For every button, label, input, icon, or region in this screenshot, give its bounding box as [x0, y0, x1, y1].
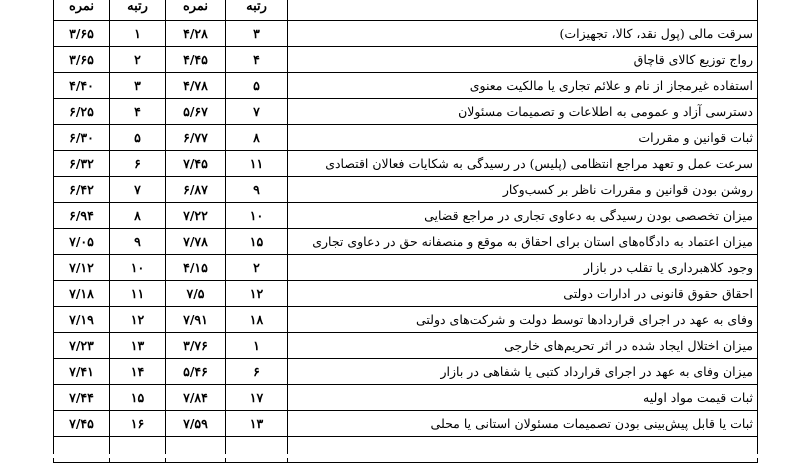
row-score-b: ۷/۴۵ — [54, 411, 110, 437]
row-score-a: ۷/۴۵ — [166, 151, 226, 177]
row-score-b: ۷/۱۲ — [54, 255, 110, 281]
row-score-b: ۶/۴۲ — [54, 177, 110, 203]
row-rank-b — [110, 437, 166, 463]
table-row — [54, 307, 758, 333]
row-score-b: ۷/۴۱ — [54, 359, 110, 385]
header-rank-b: رتبه — [110, 0, 166, 21]
row-score-b: ۷/۱۸ — [54, 281, 110, 307]
row-score-a: ۶/۸۷ — [166, 177, 226, 203]
row-item: ثبات قیمت مواد اولیه — [288, 385, 758, 411]
row-score-a: ۴/۴۵ — [166, 47, 226, 73]
row-score-a: ۷/۵۹ — [166, 411, 226, 437]
row-score-a: ۴/۱۵ — [166, 255, 226, 281]
table-row — [54, 359, 758, 385]
table-row — [54, 125, 758, 151]
row-score-a: ۳/۷۶ — [166, 333, 226, 359]
table-row — [54, 177, 758, 203]
row-rank-b: ۳ — [110, 73, 166, 99]
row-score-b: ۳/۶۵ — [54, 47, 110, 73]
row-rank-b: ۱۴ — [110, 359, 166, 385]
row-item: رواج توزیع کالای قاچاق — [288, 47, 758, 73]
row-rank-a: ۸ — [226, 125, 288, 151]
row-item: استفاده غیرمجاز از نام و علائم تجاری یا مالکیت معنوی — [288, 73, 758, 99]
row-item: وجود کلاهبرداری یا تقلب در بازار — [288, 255, 758, 281]
table-row — [54, 281, 758, 307]
page-bottom-edge — [0, 454, 800, 458]
row-item: سرقت مالی (پول نقد، کالا، تجهیزات) — [288, 21, 758, 47]
row-score-b: ۶/۹۴ — [54, 203, 110, 229]
table-row — [54, 203, 758, 229]
row-score-a: ۷/۲۲ — [166, 203, 226, 229]
row-score-b: ۶/۳۲ — [54, 151, 110, 177]
row-rank-b: ۱۶ — [110, 411, 166, 437]
row-score-a: ۷/۹۱ — [166, 307, 226, 333]
row-rank-b: ۸ — [110, 203, 166, 229]
row-score-b: ۳/۶۵ — [54, 21, 110, 47]
header-score-a: نمره — [166, 0, 226, 21]
row-score-b: ۷/۲۳ — [54, 333, 110, 359]
row-score-a: ۵/۶۷ — [166, 99, 226, 125]
table-row — [54, 255, 758, 281]
row-rank-b: ۱۰ — [110, 255, 166, 281]
row-rank-b: ۷ — [110, 177, 166, 203]
table-row — [54, 99, 758, 125]
row-score-a: ۷/۵ — [166, 281, 226, 307]
row-rank-a — [226, 437, 288, 463]
row-rank-b: ۱ — [110, 21, 166, 47]
table-row — [54, 151, 758, 177]
row-rank-a: ۵ — [226, 73, 288, 99]
row-rank-a: ۳ — [226, 21, 288, 47]
row-rank-b: ۱۲ — [110, 307, 166, 333]
row-rank-b: ۱۳ — [110, 333, 166, 359]
row-rank-a: ۷ — [226, 99, 288, 125]
row-score-b — [54, 437, 110, 463]
row-rank-a: ۶ — [226, 359, 288, 385]
row-rank-a: ۱ — [226, 333, 288, 359]
row-item: میزان اعتماد به دادگاه‌های استان برای احقاق به موقع و منصفانه حق در دعاوی تجاری — [288, 229, 758, 255]
table-row — [54, 437, 758, 463]
table-row — [54, 411, 758, 437]
table-row — [54, 73, 758, 99]
table-row — [54, 229, 758, 255]
row-item: ثبات قوانین و مقررات — [288, 125, 758, 151]
table-row — [54, 333, 758, 359]
row-rank-b: ۲ — [110, 47, 166, 73]
row-score-a: ۷/۷۸ — [166, 229, 226, 255]
row-item: میزان اختلال ایجاد شده در اثر تحریم‌های خارجی — [288, 333, 758, 359]
row-item: وفای به عهد در اجرای قراردادها توسط دولت و شرکت‌های دولتی — [288, 307, 758, 333]
row-rank-a: ۱۸ — [226, 307, 288, 333]
row-score-a: ۴/۷۸ — [166, 73, 226, 99]
row-item: میزان وفای به عهد در اجرای قرارداد کتبی یا شفاهی در بازار — [288, 359, 758, 385]
row-rank-b: ۴ — [110, 99, 166, 125]
row-score-b: ۷/۴۴ — [54, 385, 110, 411]
row-score-b: ۴/۴۰ — [54, 73, 110, 99]
row-score-a: ۴/۲۸ — [166, 21, 226, 47]
row-rank-a: ۱۳ — [226, 411, 288, 437]
row-item: روشن بودن قوانین و مقررات ناظر بر کسب‌وکار — [288, 177, 758, 203]
row-score-b: ۶/۳۰ — [54, 125, 110, 151]
row-score-a: ۵/۴۶ — [166, 359, 226, 385]
row-item: دسترسی آزاد و عمومی به اطلاعات و تصمیمات مسئولان — [288, 99, 758, 125]
row-rank-a: ۱۲ — [226, 281, 288, 307]
row-rank-b: ۵ — [110, 125, 166, 151]
row-rank-a: ۱۵ — [226, 229, 288, 255]
table-row — [54, 47, 758, 73]
ranking-table — [53, 0, 758, 463]
row-score-a — [166, 437, 226, 463]
header-rank-a: رتبه — [226, 0, 288, 21]
row-rank-a: ۲ — [226, 255, 288, 281]
table-row — [54, 21, 758, 47]
row-rank-b: ۱۵ — [110, 385, 166, 411]
row-score-a: ۷/۸۴ — [166, 385, 226, 411]
row-rank-a: ۴ — [226, 47, 288, 73]
row-score-b: ۷/۰۵ — [54, 229, 110, 255]
row-score-a: ۶/۷۷ — [166, 125, 226, 151]
row-rank-a: ۹ — [226, 177, 288, 203]
row-rank-a: ۱۱ — [226, 151, 288, 177]
row-item: احقاق حقوق قانونی در ادارات دولتی — [288, 281, 758, 307]
row-item: میزان تخصصی بودن رسیدگی به دعاوی تجاری در مراجع قضایی — [288, 203, 758, 229]
table-header-row — [54, 0, 758, 21]
row-item: ثبات یا قابل پیش‌بینی بودن تصمیمات مسئولان استانی یا محلی — [288, 411, 758, 437]
row-item — [288, 437, 758, 463]
row-score-b: ۶/۲۵ — [54, 99, 110, 125]
row-rank-a: ۱۰ — [226, 203, 288, 229]
row-rank-b: ۱۱ — [110, 281, 166, 307]
row-rank-b: ۶ — [110, 151, 166, 177]
table-row — [54, 385, 758, 411]
row-rank-a: ۱۷ — [226, 385, 288, 411]
header-score-b: نمره — [54, 0, 110, 21]
row-score-b: ۷/۱۹ — [54, 307, 110, 333]
header-item — [288, 0, 758, 21]
row-item: سرعت عمل و تعهد مراجع انتظامی (پلیس) در رسیدگی به شکایات فعالان اقتصادی — [288, 151, 758, 177]
row-rank-b: ۹ — [110, 229, 166, 255]
